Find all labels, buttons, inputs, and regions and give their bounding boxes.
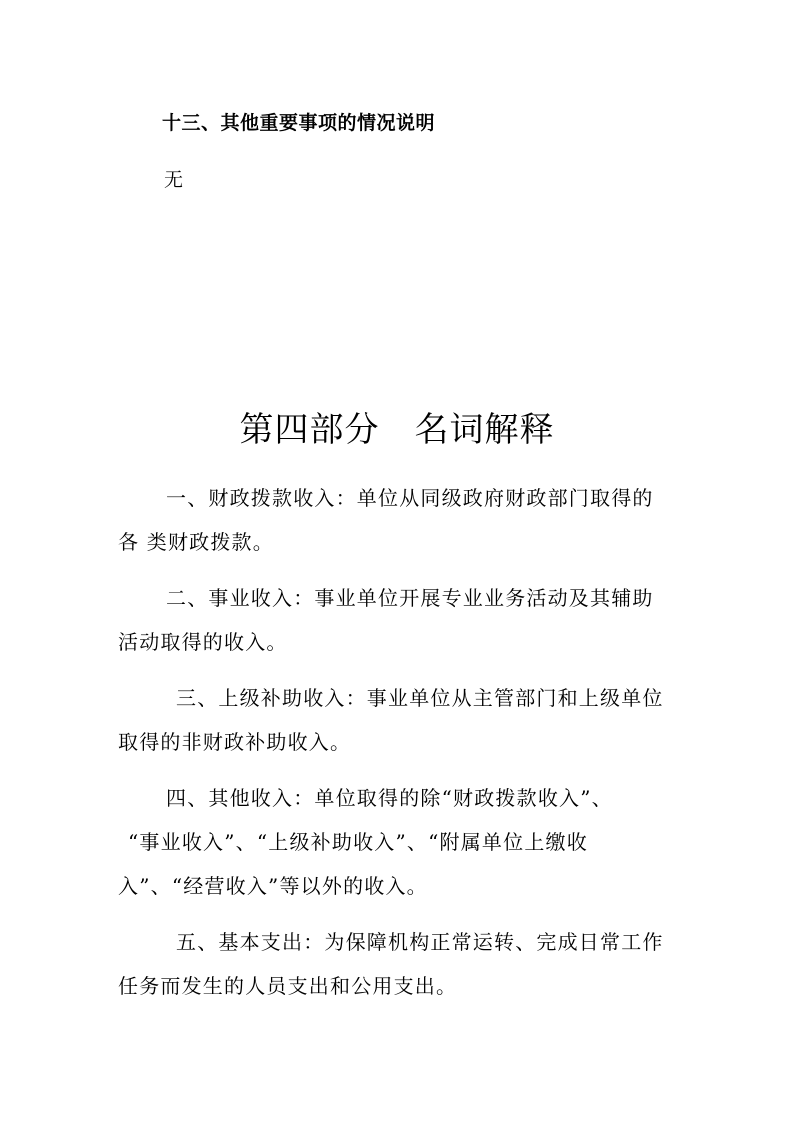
term-paragraph-3 xyxy=(118,676,678,764)
term-line: 三、上级补助收入：事业单位从主管部门和上级单位 xyxy=(176,686,664,710)
section-heading: 十三、其他重要事项的情况说明 xyxy=(162,112,436,134)
term-line: “事业收入”、“上级补助收入”、“附属单位上缴收 xyxy=(128,830,588,854)
term-line: 一、财政拨款收入：单位从同级政府财政部门取得的 xyxy=(166,486,654,510)
term-line: 五、基本支出：为保障机构正常运转、完成日常工作 xyxy=(176,930,664,954)
part-title: 第四部分 名词解释 xyxy=(239,410,555,450)
term-line: 各 类财政拨款。 xyxy=(118,530,274,554)
term-paragraph-2 xyxy=(118,576,678,664)
term-line: 入”、“经营收入”等以外的收入。 xyxy=(118,874,428,898)
term-line: 任务而发生的人员支出和公用支出。 xyxy=(118,974,458,998)
term-paragraph-4 xyxy=(118,776,678,908)
term-line: 二、事业收入：事业单位开展专业业务活动及其辅助 xyxy=(166,586,654,610)
term-line: 取得的非财政补助收入。 xyxy=(118,730,352,754)
term-line: 四、其他收入：单位取得的除“财政拨款收入”、 xyxy=(166,786,613,810)
term-line: 活动取得的收入。 xyxy=(118,630,288,654)
term-paragraph-1 xyxy=(118,476,678,564)
section-body: 无 xyxy=(164,169,184,191)
term-paragraph-5 xyxy=(118,920,678,1008)
